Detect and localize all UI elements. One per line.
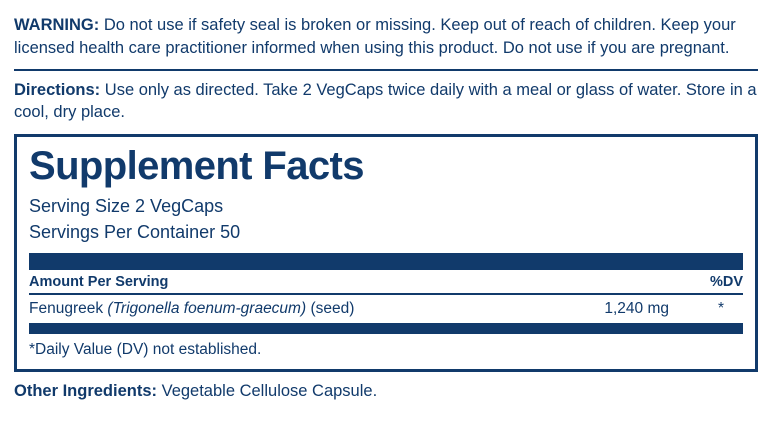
ingredient-common-name: Fenugreek xyxy=(29,300,108,318)
other-ingredients-label: Other Ingredients: xyxy=(14,382,158,401)
percent-dv-header: %DV xyxy=(709,274,743,291)
ingredient-amount: 1,240 mg xyxy=(604,300,669,318)
ingredient-part: (seed) xyxy=(306,300,355,318)
directions-label: Directions: xyxy=(14,80,101,99)
servings-per-container: Servings Per Container 50 xyxy=(29,221,241,242)
ingredient-latin-name: (Trigonella foenum-graecum) xyxy=(107,300,307,318)
heavy-rule-top xyxy=(29,253,743,270)
table-row xyxy=(29,295,743,323)
ingredient-name xyxy=(29,300,549,318)
heavy-rule-bottom xyxy=(29,323,743,334)
directions-paragraph xyxy=(14,71,758,125)
directions-text: Use only as directed. Take 2 VegCaps twice daily with a meal or glass of water. Store in a cool, dry place. xyxy=(14,80,757,122)
other-ingredients-paragraph xyxy=(14,372,758,402)
daily-value-footnote: *Daily Value (DV) not established. xyxy=(29,341,262,359)
amount-per-serving-header: Amount Per Serving xyxy=(29,274,169,291)
ingredient-dv: * xyxy=(717,300,725,318)
warning-paragraph xyxy=(14,0,758,60)
table-header-row xyxy=(29,270,743,295)
other-ingredients-text: Vegetable Cellulose Capsule. xyxy=(157,382,378,401)
supplement-facts-title: Supplement Facts xyxy=(29,144,364,189)
serving-size: Serving Size 2 VegCaps xyxy=(29,196,224,217)
warning-label: WARNING: xyxy=(14,16,100,34)
warning-text: Do not use if safety seal is broken or missing. Keep out of reach of children. Keep your licensed health care practitioner informed when using this product. Do not use if you are pregnant. xyxy=(14,16,736,57)
supplement-facts-panel xyxy=(14,134,758,372)
